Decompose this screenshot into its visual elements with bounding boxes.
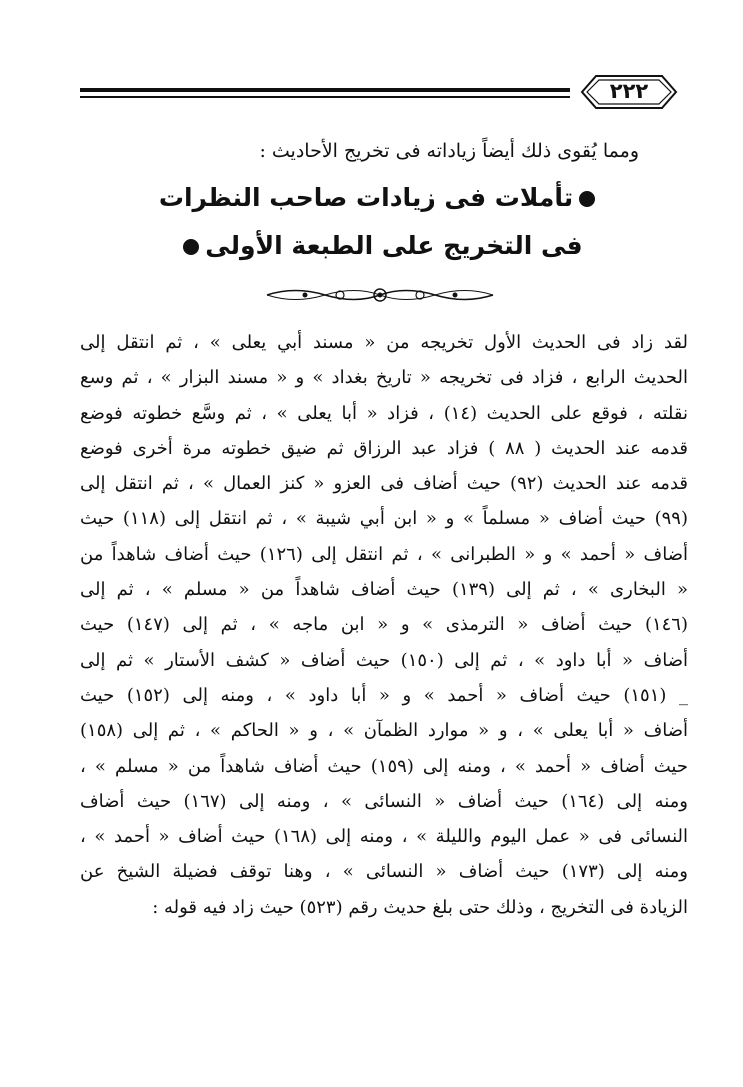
section-heading-line-1: [80, 183, 680, 212]
text-line: أضاف « أبا يعلى » ، و « موارد الظمآن » ، و « الحاكم » ، ثم إلى (١٥٨): [80, 720, 688, 742]
text-line: (٩٩) حيث أضاف « مسلماً » و « ابن أبي شيبة » ، ثم انتقل إلى (١١٨) حيث: [80, 508, 688, 530]
text-line: أضاف « أحمد » و « الطبرانى » ، ثم انتقل إلى (١٢٦) حيث أضاف شاهداً من: [80, 543, 688, 565]
text-line: نقلته ، فوقع على الحديث (١٤) ، فزاد « أبا يعلى » ، ثم وسَّع خطوته فوضع: [80, 402, 688, 424]
text-line: « البخارى » ، ثم إلى (١٣٩) حيث أضاف شاهداً من « مسلم » ، ثم إلى: [80, 579, 688, 601]
body-paragraph: [80, 325, 688, 925]
page-number-frame: [578, 72, 680, 112]
text-line: قدمه عند الحديث (٩٢) حيث أضاف فى العزو « كنز العمال » ، ثم انتقل إلى: [80, 473, 688, 495]
text-line: ومنه إلى (١٦٤) حيث أضاف « النسائى » ، ومنه إلى (١٦٧) حيث أضاف: [80, 790, 688, 812]
bullet-dot-icon: [183, 239, 199, 255]
bullet-dot-icon: [579, 191, 595, 207]
decorative-divider-icon: [265, 282, 495, 308]
text-line: الزيادة فى التخريج ، وذلك حتى بلغ حديث رقم (٥٢٣) حيث زاد فيه قوله :: [152, 896, 688, 918]
text-line: ومنه إلى (١٧٣) حيث أضاف « النسائى » ، وهنا توقف فضيلة الشيخ عن: [80, 861, 688, 883]
text-line: قدمه عند الحديث ( ٨٨ ) فزاد عبد الرزاق ثم ضيق خطوته مرة أخرى فوضع: [80, 437, 688, 459]
header-rule-thin: [80, 96, 570, 98]
section-heading-line-2: [80, 231, 680, 260]
text-line: أضاف « أبا داود » ، ثم إلى (١٥٠) حيث أضاف « كشف الأستار » ثم إلى: [80, 649, 688, 671]
text-line: _ (١٥١) حيث أضاف « أحمد » و « أبا داود » ، ومنه إلى (١٥٢) حيث: [80, 684, 688, 706]
page-header: [80, 72, 680, 116]
text-line: النسائى فى « عمل اليوم والليلة » ، ومنه إلى (١٦٨) حيث أضاف « أحمد » ،: [80, 826, 688, 848]
text-line: لقد زاد فى الحديث الأول تخريجه من « مسند أبي يعلى » ، ثم انتقل إلى: [80, 332, 688, 353]
header-rule-thick: [80, 88, 570, 92]
text-line: الحديث الرابع ، فزاد فى تخريجه « تاريخ بغداد » و « مسند البزار » ، ثم وسع: [80, 367, 688, 389]
intro-line: ومما يُقوى ذلك أيضاً زياداته فى تخريج الأحاديث :: [259, 140, 639, 162]
text-line: (١٤٦) حيث أضاف « الترمذى » و « ابن ماجه » ، ثم إلى (١٤٧) حيث: [80, 614, 688, 636]
heading-text-1: تأملات فى زيادات صاحب النظرات: [158, 183, 574, 212]
page-number: ٢٢٢: [609, 79, 649, 103]
heading-text-2: فى التخريج على الطبعة الأولى: [205, 231, 583, 260]
text-line: حيث أضاف « أحمد » ، ومنه إلى (١٥٩) حيث أضاف شاهداً من « مسلم » ،: [80, 755, 688, 777]
